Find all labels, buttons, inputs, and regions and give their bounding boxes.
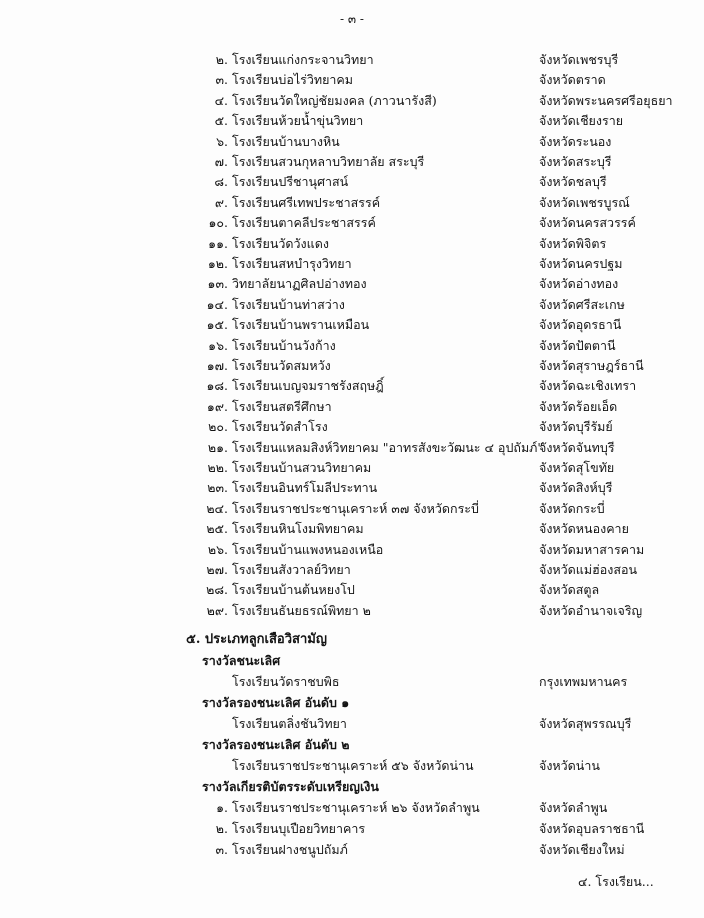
list-item-number: ๑๒.: [207, 256, 228, 271]
province-name: จังหวัดอ่างทอง: [539, 276, 619, 292]
honor-row: [0, 819, 704, 839]
school-name: โรงเรียนบ้านต้นหยงโป: [232, 582, 355, 598]
school-name: โรงเรียนสังวาลย์วิทยา: [232, 562, 351, 577]
honor-province: จังหวัดเชียงใหม่: [539, 842, 625, 857]
list-item: [0, 376, 704, 396]
winner-province: กรุงเทพมหานคร: [539, 674, 628, 689]
province-name: จังหวัดสุโขทัย: [539, 460, 615, 475]
school-name: โรงเรียนอินทร์โมลีประทาน: [232, 480, 378, 496]
list-item: [0, 295, 704, 315]
list-item-number: ๘.: [214, 174, 228, 190]
honor-row: [0, 840, 704, 860]
list-item: [0, 458, 704, 478]
school-name: โรงเรียนเบญจมราชรังสฤษฎิ์: [232, 378, 384, 394]
list-item: [0, 132, 704, 152]
list-item-number: ๒๖.: [207, 541, 228, 557]
list-item: [0, 540, 704, 560]
honor-num: ๑.: [216, 800, 228, 815]
province-name: จังหวัดร้อยเอ็ด: [539, 398, 618, 414]
school-name: โรงเรียนสหบำรุงวิทยา: [232, 256, 352, 271]
runner2-province: จังหวัดน่าน: [539, 758, 600, 773]
list-item: [0, 560, 704, 580]
list-item: [0, 315, 704, 335]
page-number: - ๓ -: [340, 12, 364, 26]
list-item-number: ๒๐.: [208, 419, 228, 435]
province-name: จังหวัดแม่ฮ่องสอน: [539, 562, 638, 577]
school-name: โรงเรียนบ้านบางหิน: [232, 133, 340, 149]
school-name: โรงเรียนบ้านท่าสว่าง: [232, 296, 345, 312]
school-name: โรงเรียนสวนกุหลาบวิทยาลัย สระบุรี: [232, 154, 425, 169]
list-item-number: ๒๔.: [206, 500, 228, 516]
school-name: โรงเรียนวัดสำโรง: [232, 419, 328, 435]
list-item: [0, 152, 704, 172]
list-item-number: ๒๗.: [206, 562, 228, 577]
honor-province: จังหวัดลำพูน: [539, 800, 608, 815]
list-item-number: ๖.: [216, 133, 228, 149]
school-name: โรงเรียนหินโงมพิทยาคม: [232, 521, 364, 537]
honor-school: โรงเรียนฝางชนูปถัมภ์: [232, 842, 348, 857]
list-item-number: ๓.: [215, 72, 228, 88]
school-name: โรงเรียนห้วยน้ำขุ่นวิทยา: [232, 113, 364, 129]
list-item-number: ๕.: [214, 113, 228, 129]
province-name: จังหวัดปัตตานี: [539, 337, 616, 353]
province-name: จังหวัดสุราษฎร์ธานี: [539, 358, 644, 373]
list-item-number: ๒.: [215, 52, 228, 67]
province-name: จังหวัดเชียงราย: [539, 113, 624, 129]
province-name: จังหวัดระนอง: [539, 133, 612, 149]
list-item: [0, 601, 704, 621]
list-item: [0, 70, 704, 90]
list-item-number: ๑๑.: [208, 235, 228, 251]
list-item: [0, 172, 704, 192]
province-name: จังหวัดนครสวรรค์: [539, 215, 636, 231]
province-name: จังหวัดฉะเชิงเทรา: [539, 378, 637, 394]
runner1-province: จังหวัดสุพรรณบุรี: [539, 716, 632, 731]
honor-row: [0, 798, 704, 818]
section-title: ๕. ประเภทลูกเสือวิสามัญ: [186, 632, 327, 647]
award-heading-runner1: รางวัลรองชนะเลิศ อันดับ ๑: [202, 695, 350, 710]
school-name: โรงเรียนวัดใหญ่ชัยมงคล (ภาวนารังสี): [232, 92, 437, 108]
school-name: โรงเรียนธันยธรณ์พิทยา ๒: [232, 602, 371, 618]
list-item-number: ๑๓.: [207, 276, 228, 292]
province-name: จังหวัดอุดรธานี: [539, 317, 622, 333]
province-name: จังหวัดหนองคาย: [539, 521, 629, 537]
list-item-number: ๒๑.: [207, 439, 228, 455]
list-item: [0, 499, 704, 519]
province-name: จังหวัดสระบุรี: [539, 154, 612, 169]
school-name: โรงเรียนตาคลีประชาสรรค์: [232, 215, 376, 231]
province-name: จังหวัดนครปฐม: [539, 256, 623, 271]
list-item-number: ๗.: [214, 154, 228, 169]
list-item-number: ๙.: [214, 194, 228, 210]
list-item-number: ๑๗.: [206, 358, 228, 373]
school-name: โรงเรียนบ้านวังก้าง: [232, 337, 336, 353]
list-item: [0, 417, 704, 437]
province-name: จังหวัดเพชรบุรี: [539, 52, 619, 67]
list-item: [0, 234, 704, 254]
award-heading-winner: รางวัลชนะเลิศ: [202, 653, 281, 668]
list-item: [0, 111, 704, 131]
province-name: จังหวัดตราด: [539, 72, 606, 88]
list-item: [0, 438, 704, 458]
province-name: จังหวัดพิจิตร: [539, 235, 607, 251]
school-name: โรงเรียนสตรีศึกษา: [232, 398, 332, 414]
list-item: [0, 50, 704, 70]
province-name: จังหวัดสิงห์บุรี: [539, 480, 613, 496]
list-item-number: ๒๙.: [206, 602, 228, 618]
list-item-number: ๑๕.: [206, 317, 228, 333]
list-item: [0, 336, 704, 356]
school-name: โรงเรียนวัดวังแดง: [232, 235, 329, 251]
continuation-text: ๔. โรงเรียน...: [578, 874, 654, 889]
list-item: [0, 580, 704, 600]
list-item-number: ๑๘.: [206, 378, 228, 394]
winner-school: โรงเรียนวัดราชบพิธ: [232, 674, 340, 689]
list-item: [0, 478, 704, 498]
list-item: [0, 193, 704, 213]
school-name: โรงเรียนบ่อไร่วิทยาคม: [232, 72, 354, 88]
province-name: จังหวัดพระนครศรีอยุธยา: [539, 92, 673, 108]
list-item-number: ๒๕.: [206, 521, 228, 537]
list-item-number: ๑๐.: [208, 215, 228, 231]
list-item-number: ๒๓.: [207, 480, 228, 496]
list-item: [0, 356, 704, 376]
province-name: จังหวัดเพชรบูรณ์: [539, 194, 630, 210]
province-name: จังหวัดอำนาจเจริญ: [539, 602, 643, 618]
province-name: จังหวัดศรีสะเกษ: [539, 296, 625, 312]
province-name: จังหวัดสตูล: [539, 582, 600, 598]
list-item: [0, 397, 704, 417]
list-item: [0, 213, 704, 233]
school-name: โรงเรียนศรีเทพประชาสรรค์: [232, 194, 381, 210]
school-name: โรงเรียนบ้านสวนวิทยาคม: [232, 460, 372, 475]
list-item-number: ๑๔.: [206, 296, 228, 312]
school-name: โรงเรียนแก่งกระจานวิทยา: [232, 52, 374, 67]
school-name: วิทยาลัยนาฏศิลปอ่างทอง: [232, 276, 367, 292]
school-name: โรงเรียนบ้านแพงหนองเหนือ: [232, 541, 384, 557]
province-name: จังหวัดมหาสารคาม: [539, 541, 645, 557]
runner2-school: โรงเรียนราชประชานุเคราะห์ ๕๖ จังหวัดน่าน: [232, 758, 474, 773]
list-item: [0, 519, 704, 539]
runner1-school: โรงเรียนตลิ่งชันวิทยา: [232, 716, 347, 731]
school-name: โรงเรียนแหลมสิงห์วิทยาคม "อาทรสังขะวัฒนะ ๔ อุปถัมภ์": [232, 439, 544, 455]
honor-num: ๒.: [215, 821, 228, 836]
honor-school: โรงเรียนราชประชานุเคราะห์ ๒๖ จังหวัดลำพูน: [232, 800, 480, 815]
list-item-number: ๒๒.: [207, 460, 228, 475]
province-name: จังหวัดจันทบุรี: [539, 439, 615, 455]
award-heading-runner2: รางวัลรองชนะเลิศ อันดับ ๒: [202, 737, 350, 752]
province-name: จังหวัดชลบุรี: [539, 174, 607, 190]
list-item-number: ๔.: [214, 92, 228, 108]
province-name: จังหวัดกระบี่: [539, 500, 605, 516]
list-item-number: ๑๙.: [206, 398, 228, 414]
award-heading-honor: รางวัลเกียรติบัตรระดับเหรียญเงิน: [202, 779, 379, 794]
list-item: [0, 274, 704, 294]
school-name: โรงเรียนบ้านพรานเหมือน: [232, 317, 370, 333]
list-item: [0, 254, 704, 274]
honor-province: จังหวัดอุบลราชธานี: [539, 821, 645, 836]
list-item: [0, 91, 704, 111]
list-item-number: ๑๖.: [208, 337, 228, 353]
province-name: จังหวัดบุรีรัมย์: [539, 419, 613, 435]
school-name: โรงเรียนปรีชานุศาสน์: [232, 174, 349, 190]
school-name: โรงเรียนวัดสมหวัง: [232, 358, 331, 373]
school-name: โรงเรียนราชประชานุเคราะห์ ๓๗ จังหวัดกระบี่: [232, 500, 479, 516]
honor-num: ๓.: [215, 842, 228, 857]
honor-school: โรงเรียนบุเปือยวิทยาคาร: [232, 821, 366, 836]
list-item-number: ๒๘.: [206, 582, 228, 598]
